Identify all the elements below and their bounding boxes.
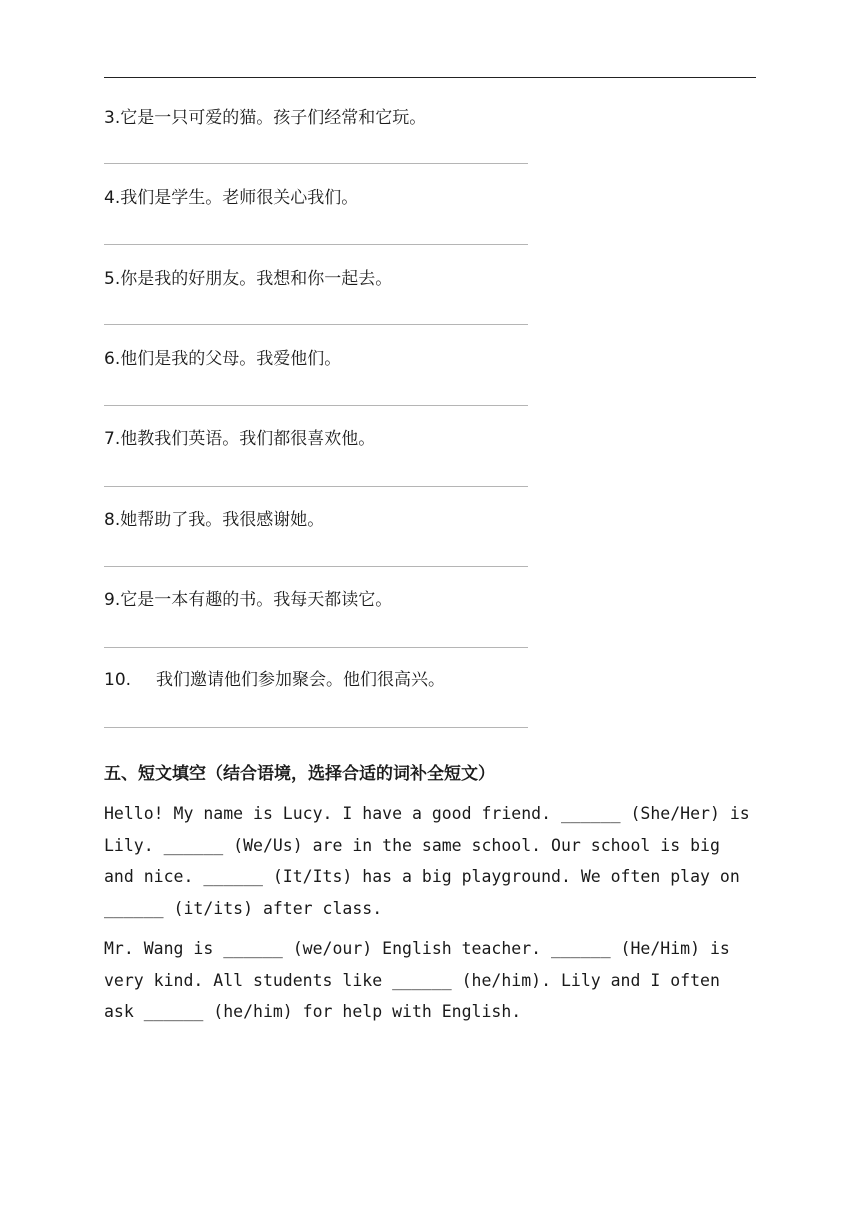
answer-line-10[interactable] xyxy=(104,727,528,728)
question-8: 8.她帮助了我。我很感谢她。 xyxy=(104,510,325,530)
question-10-number: 10. xyxy=(104,670,132,690)
question-3: 3.它是一只可爱的猫。孩子们经常和它玩。 xyxy=(104,108,427,128)
question-6: 6.他们是我的父母。我爱他们。 xyxy=(104,349,342,369)
answer-line-5[interactable] xyxy=(104,324,528,325)
question-9: 9.它是一本有趣的书。我每天都读它。 xyxy=(104,590,393,610)
question-10-text: 我们邀请他们参加聚会。他们很高兴。 xyxy=(156,670,445,690)
question-7: 7.他教我们英语。我们都很喜欢他。 xyxy=(104,429,376,449)
answer-line-7[interactable] xyxy=(104,486,528,487)
passage-paragraph-2: Mr. Wang is ______ (we/our) English teacher. ______ (He/Him) is very kind. All students like ______ (he/him). Lily and I often ask ______ (he/him) for help with English. xyxy=(104,939,730,1021)
answer-line-3[interactable] xyxy=(104,163,528,164)
question-5: 5.你是我的好朋友。我想和你一起去。 xyxy=(104,269,393,289)
header-rule xyxy=(104,77,756,78)
question-10 xyxy=(104,669,445,691)
answer-line-9[interactable] xyxy=(104,647,528,648)
answer-line-8[interactable] xyxy=(104,566,528,567)
answer-line-6[interactable] xyxy=(104,405,528,406)
section-5-title: 五、短文填空（结合语境，选择合适的词补全短文） xyxy=(104,764,495,784)
passage-paragraph-1: Hello! My name is Lucy. I have a good friend. ______ (She/Her) is Lily. ______ (We/Us) are in the same school. Our school is big and nice. ______ (It/Its) has a big playground. We often play on ______ (it/its) after class. xyxy=(104,804,750,918)
answer-line-4[interactable] xyxy=(104,244,528,245)
question-4: 4.我们是学生。老师很关心我们。 xyxy=(104,188,359,208)
